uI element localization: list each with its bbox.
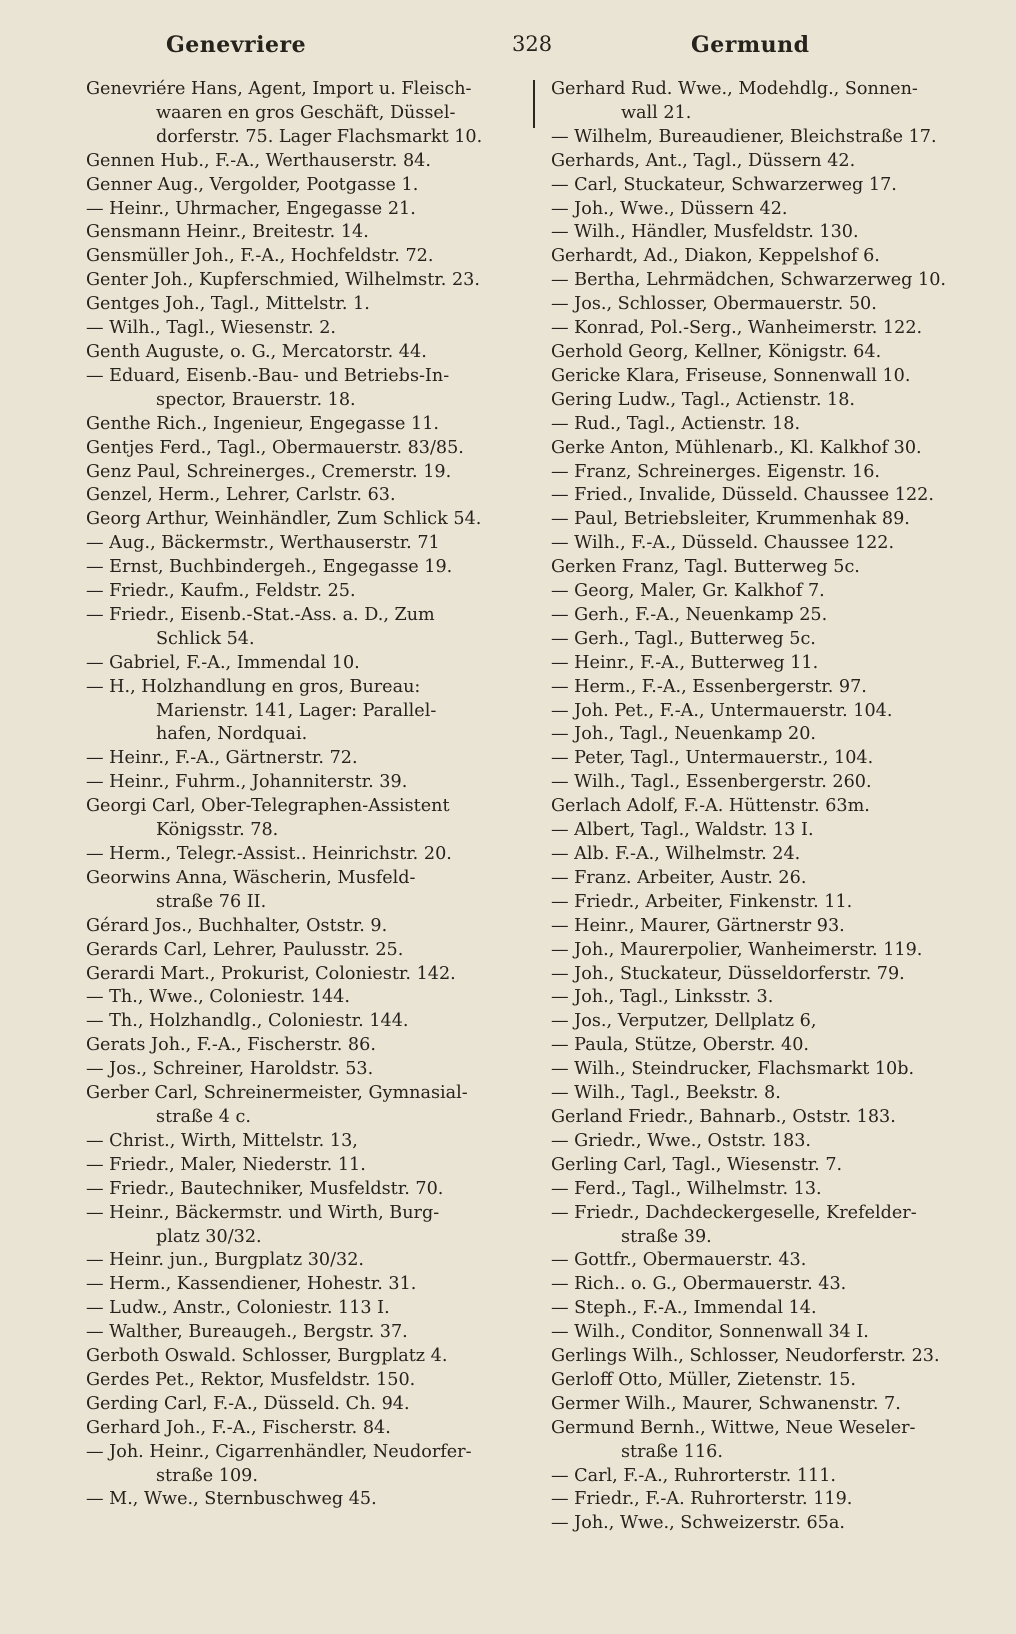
entry-line: — Herm., F.-A., Essenbergerstr. 97. — [551, 676, 867, 697]
directory-entry — [86, 1202, 524, 1250]
directory-entry — [551, 1058, 989, 1082]
entry-line: — Joh. Heinr., Cigarrenhändler, Neudorfer- — [86, 1441, 472, 1462]
directory-entry — [86, 461, 524, 485]
directory-entry — [551, 556, 989, 580]
entry-line: — Christ., Wirth, Mittelstr. 13, — [86, 1130, 358, 1151]
entry-line: spector, Brauerstr. 18. — [156, 389, 356, 410]
directory-entry — [86, 1154, 524, 1178]
entry-line: — Alb. F.-A., Wilhelmstr. 24. — [551, 844, 801, 864]
entry-line: — Rud., Tagl., Actienstr. 18. — [551, 413, 801, 434]
directory-entry — [86, 939, 524, 963]
directory-entry — [551, 126, 989, 150]
entry-line: Georgi Carl, Ober-Telegraphen-Assistent — [86, 796, 450, 817]
directory-entry — [86, 508, 524, 532]
entry-line: — Gottfr., Obermauerstr. 43. — [551, 1250, 807, 1271]
directory-entry — [86, 1321, 524, 1345]
entry-line: Georg Arthur, Weinhändler, Zum Schlick 54. — [86, 509, 482, 530]
entry-line: — M., Wwe., Sternbuschweg 45. — [86, 1489, 377, 1510]
entry-line: — Paula, Stütze, Oberstr. 40. — [551, 1035, 809, 1056]
directory-entry — [551, 1202, 989, 1250]
entry-line: — Th., Wwe., Coloniestr. 144. — [86, 987, 350, 1008]
directory-entry — [86, 580, 524, 604]
entry-line: — Gabriel, F.-A., Immendal 10. — [86, 652, 360, 673]
column-divider — [533, 80, 535, 128]
directory-entry — [551, 437, 989, 461]
directory-entry — [86, 1369, 524, 1393]
entry-line: Genevriére Hans, Agent, Import u. Fleisch- — [86, 79, 472, 99]
entry-line: — Fried., Invalide, Düsseld. Chaussee 122. — [551, 485, 934, 506]
directory-entry — [86, 604, 524, 652]
entry-line: — Heinr. jun., Burgplatz 30/32. — [86, 1250, 364, 1271]
entry-line: — Friedr., Dachdeckergeselle, Krefelder- — [551, 1202, 917, 1223]
directory-entry — [86, 771, 524, 795]
entry-line: Gensmüller Joh., F.-A., Hochfeldstr. 72. — [86, 246, 434, 267]
directory-entry — [551, 867, 989, 891]
directory-entry — [551, 198, 989, 222]
directory-entry — [86, 1297, 524, 1321]
directory-entry — [86, 365, 524, 413]
directory-entry — [551, 150, 989, 174]
directory-entry — [86, 532, 524, 556]
directory-entry — [551, 700, 989, 724]
entry-line: Genthe Rich., Ingenieur, Engegasse 11. — [86, 413, 439, 434]
entry-line: — Carl, Stuckateur, Schwarzerweg 17. — [551, 174, 897, 195]
directory-entry — [551, 604, 989, 628]
entry-line: Gentges Joh., Tagl., Mittelstr. 1. — [86, 294, 370, 315]
directory-entry — [551, 389, 989, 413]
directory-entry — [86, 867, 524, 915]
entry-line: — Ernst, Buchbindergeh., Engegasse 19. — [86, 557, 453, 578]
directory-entry — [86, 293, 524, 317]
entry-line: Gerdes Pet., Rektor, Musfeldstr. 150. — [86, 1369, 416, 1390]
entry-line: — Paul, Betriebsleiter, Krummenhak 89. — [551, 509, 910, 530]
entry-line: Gerhard Joh., F.-A., Fischerstr. 84. — [86, 1417, 391, 1438]
entry-line: — Wilhelm, Bureaudiener, Bleichstraße 17. — [551, 126, 937, 147]
directory-entry — [86, 747, 524, 771]
entry-line: Gerlach Adolf, F.-A. Hüttenstr. 63m. — [551, 796, 870, 817]
entry-line: Schlick 54. — [156, 628, 255, 649]
entry-line: — Th., Holzhandlg., Coloniestr. 144. — [86, 1011, 409, 1032]
entry-line: Königsstr. 78. — [156, 820, 279, 841]
entry-line: — Eduard, Eisenb.-Bau- und Betriebs-In- — [86, 365, 450, 386]
entry-line: Genner Aug., Vergolder, Pootgasse 1. — [86, 174, 419, 195]
entry-line: — Franz. Arbeiter, Austr. 26. — [551, 867, 807, 888]
entry-line: — Joh., Wwe., Schweizerstr. 65a. — [551, 1513, 845, 1534]
directory-entry — [551, 939, 989, 963]
entry-line: — Gerh., Tagl., Butterweg 5c. — [551, 628, 816, 649]
entry-line: Georwins Anna, Wäscherin, Musfeld- — [86, 867, 416, 888]
directory-entry — [86, 269, 524, 293]
directory-entry — [551, 963, 989, 987]
entry-line: — Wilh., Steindrucker, Flachsmarkt 10b. — [551, 1059, 915, 1080]
entry-line: — Heinr., Fuhrm., Johanniterstr. 39. — [86, 772, 408, 793]
page-header — [86, 32, 976, 66]
directory-entry — [86, 78, 524, 150]
entry-line: Gerlings Wilh., Schlosser, Neudorferstr. 23. — [551, 1346, 940, 1367]
entry-line: Genth Auguste, o. G., Mercatorstr. 44. — [86, 341, 427, 362]
header-left-keyword: Genevriere — [166, 32, 307, 58]
directory-entry — [86, 1345, 524, 1369]
entry-line: — Joh., Tagl., Linksstr. 3. — [551, 987, 774, 1008]
directory-entry — [551, 221, 989, 245]
directory-entry — [86, 1010, 524, 1034]
entry-line: Gericke Klara, Friseuse, Sonnenwall 10. — [551, 365, 911, 386]
directory-entry — [551, 1321, 989, 1345]
entry-line: — Steph., F.-A., Immendal 14. — [551, 1298, 817, 1319]
entry-line: — Ludw., Anstr., Coloniestr. 113 I. — [86, 1298, 390, 1319]
directory-entry — [551, 747, 989, 771]
entry-line: Gerats Joh., F.-A., Fischerstr. 86. — [86, 1035, 376, 1056]
directory-entry — [551, 1369, 989, 1393]
directory-entry — [86, 413, 524, 437]
left-column — [86, 78, 524, 1512]
entry-line: — Joh., Stuckateur, Düsseldorferstr. 79. — [551, 963, 905, 984]
entry-line: waaren en gros Geschäft, Düssel- — [156, 102, 456, 123]
directory-entry — [551, 915, 989, 939]
entry-line: — Heinr., Maurer, Gärtnerstr 93. — [551, 915, 845, 936]
directory-entry — [86, 484, 524, 508]
entry-line: — Heinr., Bäckermstr. und Wirth, Burg- — [86, 1202, 440, 1223]
header-right-keyword: Germund — [691, 32, 810, 58]
entry-line: — Wilh., F.-A., Düsseld. Chaussee 122. — [551, 533, 895, 554]
page-number: 328 — [512, 32, 553, 56]
directory-entry — [551, 1034, 989, 1058]
directory-entry — [86, 1130, 524, 1154]
directory-entry — [551, 1154, 989, 1178]
entry-line: — Gerh., F.-A., Neuenkamp 25. — [551, 604, 828, 625]
directory-entry — [551, 317, 989, 341]
entry-line: — Heinr., Uhrmacher, Engegasse 21. — [86, 198, 416, 219]
directory-entry — [86, 915, 524, 939]
directory-entry — [551, 365, 989, 389]
entry-line: straße 116. — [621, 1441, 723, 1462]
directory-entry — [551, 795, 989, 819]
directory-entry — [551, 1297, 989, 1321]
entry-line: — Jos., Schreiner, Haroldstr. 53. — [86, 1059, 374, 1080]
entry-line: — Bertha, Lehrmädchen, Schwarzerweg 10. — [551, 270, 946, 291]
directory-entry — [551, 293, 989, 317]
entry-line: Gensmann Heinr., Breitestr. 14. — [86, 222, 369, 243]
directory-entry — [86, 556, 524, 580]
directory-entry — [551, 174, 989, 198]
entry-line: Gerding Carl, F.-A., Düsseld. Ch. 94. — [86, 1393, 410, 1414]
entry-line: — Konrad, Pol.-Serg., Wanheimerstr. 122. — [551, 318, 923, 339]
directory-entry — [551, 269, 989, 293]
entry-line: Genz Paul, Schreinerges., Cremerstr. 19. — [86, 461, 452, 482]
entry-line: Gentjes Ferd., Tagl., Obermauerstr. 83/85. — [86, 437, 464, 458]
directory-entry — [551, 1417, 989, 1465]
entry-line: Gerards Carl, Lehrer, Paulusstr. 25. — [86, 939, 404, 960]
entry-line: Gerber Carl, Schreinermeister, Gymnasial- — [86, 1083, 468, 1104]
entry-line: Gerhards, Ant., Tagl., Düssern 42. — [551, 150, 856, 171]
entry-line: — Heinr., F.-A., Butterweg 11. — [551, 652, 819, 673]
directory-entry — [86, 1082, 524, 1130]
directory-entry — [551, 1249, 989, 1273]
entry-line: Gerland Friedr., Bahnarb., Oststr. 183. — [551, 1106, 896, 1127]
entry-line: Gerken Franz, Tagl. Butterweg 5c. — [551, 557, 860, 578]
entry-line: Gerardi Mart., Prokurist, Coloniestr. 142. — [86, 963, 456, 984]
directory-entry — [551, 413, 989, 437]
entry-line: Gerhardt, Ad., Diakon, Keppelshof 6. — [551, 246, 880, 267]
entry-line: Gerloff Otto, Müller, Zietenstr. 15. — [551, 1369, 857, 1390]
directory-entry — [86, 341, 524, 365]
directory-entry — [86, 1249, 524, 1273]
entry-line: — Rich.. o. G., Obermauerstr. 43. — [551, 1274, 847, 1295]
entry-line: — Friedr., Kaufm., Feldstr. 25. — [86, 581, 356, 602]
entry-line: — Albert, Tagl., Waldstr. 13 I. — [551, 820, 814, 841]
directory-entry — [551, 78, 989, 126]
directory-entry — [551, 245, 989, 269]
entry-line: Gering Ludw., Tagl., Actienstr. 18. — [551, 389, 855, 410]
directory-entry — [551, 819, 989, 843]
entry-line: — Joh., Tagl., Neuenkamp 20. — [551, 724, 817, 745]
entry-line: — Joh., Wwe., Düssern 42. — [551, 198, 788, 219]
entry-line: straße 109. — [156, 1465, 258, 1486]
directory-entry — [86, 1273, 524, 1297]
entry-line: — Jos., Schlosser, Obermauerstr. 50. — [551, 294, 877, 315]
directory-entry — [86, 1441, 524, 1489]
entry-line: — Wilh., Tagl., Wiesenstr. 2. — [86, 318, 336, 339]
entry-line: — Herm., Kassendiener, Hohestr. 31. — [86, 1274, 417, 1295]
directory-entry — [86, 1488, 524, 1512]
entry-line: — Friedr., F.-A. Ruhrorterstr. 119. — [551, 1489, 853, 1510]
directory-entry — [551, 891, 989, 915]
directory-entry — [86, 150, 524, 174]
entry-line: Genzel, Herm., Lehrer, Carlstr. 63. — [86, 485, 396, 506]
directory-entry — [551, 1488, 989, 1512]
entry-line: — Ferd., Tagl., Wilhelmstr. 13. — [551, 1178, 822, 1199]
entry-line: dorferstr. 75. Lager Flachsmarkt 10. — [156, 126, 483, 147]
entry-line: straße 39. — [621, 1226, 712, 1247]
directory-entry — [86, 652, 524, 676]
entry-line: Gerhard Rud. Wwe., Modehdlg., Sonnen- — [551, 79, 918, 99]
directory-entry — [86, 317, 524, 341]
entry-line: — Aug., Bäckermstr., Werthauserstr. 71 — [86, 533, 440, 554]
entry-line: — Wilh., Händler, Musfeldstr. 130. — [551, 222, 859, 243]
entry-line: — Franz, Schreinerges. Eigenstr. 16. — [551, 461, 881, 482]
directory-entry — [551, 1465, 989, 1489]
directory-entry — [551, 1345, 989, 1369]
entry-line: hafen, Nordquai. — [156, 724, 308, 745]
directory-entry — [551, 1393, 989, 1417]
entry-line: — Heinr., F.-A., Gärtnerstr. 72. — [86, 748, 358, 769]
directory-entry — [86, 676, 524, 748]
directory-entry — [86, 843, 524, 867]
entry-line: — H., Holzhandlung en gros, Bureau: — [86, 676, 421, 697]
directory-entry — [551, 1273, 989, 1297]
entry-line: — Joh., Maurerpolier, Wanheimerstr. 119. — [551, 939, 923, 960]
directory-entry — [86, 1393, 524, 1417]
entry-line: — Wilh., Tagl., Beekstr. 8. — [551, 1083, 781, 1104]
directory-entry — [551, 986, 989, 1010]
entry-line: — Wilh., Conditor, Sonnenwall 34 I. — [551, 1322, 869, 1343]
directory-entry — [86, 1178, 524, 1202]
directory-entry — [551, 580, 989, 604]
entry-line: Gerling Carl, Tagl., Wiesenstr. 7. — [551, 1154, 843, 1175]
entry-line: Genter Joh., Kupferschmied, Wilhelmstr. 23. — [86, 270, 480, 291]
right-column — [551, 78, 989, 1536]
entry-line: straße 4 c. — [156, 1106, 251, 1127]
entry-line: — Jos., Verputzer, Dellplatz 6, — [551, 1011, 817, 1032]
directory-entry — [86, 1417, 524, 1441]
entry-line: wall 21. — [621, 102, 692, 123]
directory-entry — [86, 245, 524, 269]
directory-entry — [551, 1130, 989, 1154]
entry-line: — Friedr., Arbeiter, Finkenstr. 11. — [551, 891, 853, 912]
entry-line: Germer Wilh., Maurer, Schwanenstr. 7. — [551, 1393, 901, 1414]
directory-entry — [551, 652, 989, 676]
entry-line: — Walther, Bureaugeh., Bergstr. 37. — [86, 1322, 408, 1343]
directory-entry — [551, 1512, 989, 1536]
directory-entry — [551, 843, 989, 867]
directory-entry — [86, 198, 524, 222]
directory-entry — [551, 676, 989, 700]
directory-entry — [551, 532, 989, 556]
directory-entry — [551, 1010, 989, 1034]
entry-line: — Wilh., Tagl., Essenbergerstr. 260. — [551, 772, 872, 793]
entry-line: — Friedr., Eisenb.-Stat.-Ass. a. D., Zum — [86, 604, 435, 625]
directory-entry — [86, 174, 524, 198]
directory-entry — [551, 508, 989, 532]
entry-line: Gerke Anton, Mühlenarb., Kl. Kalkhof 30. — [551, 437, 922, 458]
entry-line: — Herm., Telegr.-Assist.. Heinrichstr. 20. — [86, 844, 452, 864]
directory-entry — [551, 1106, 989, 1130]
directory-entry — [551, 461, 989, 485]
directory-entry — [551, 1178, 989, 1202]
directory-entry — [86, 1034, 524, 1058]
directory-entry — [551, 771, 989, 795]
directory-entry — [551, 628, 989, 652]
directory-entry — [86, 1058, 524, 1082]
entry-line: straße 76 II. — [156, 891, 267, 912]
entry-line: — Peter, Tagl., Untermauerstr., 104. — [551, 748, 874, 769]
directory-entry — [86, 963, 524, 987]
entry-line: Marienstr. 141, Lager: Parallel- — [156, 700, 437, 721]
entry-line: — Friedr., Bautechniker, Musfeldstr. 70. — [86, 1178, 444, 1199]
entry-line: Gérard Jos., Buchhalter, Oststr. 9. — [86, 915, 388, 936]
entry-line: Gerboth Oswald. Schlosser, Burgplatz 4. — [86, 1346, 448, 1367]
entry-line: Gennen Hub., F.-A., Werthauserstr. 84. — [86, 150, 431, 171]
entry-line: platz 30/32. — [156, 1226, 262, 1247]
directory-entry — [551, 341, 989, 365]
entry-line: — Joh. Pet., F.-A., Untermauerstr. 104. — [551, 700, 893, 721]
directory-entry — [551, 723, 989, 747]
directory-entry — [86, 986, 524, 1010]
directory-entry — [551, 484, 989, 508]
entry-line: — Carl, F.-A., Ruhrorterstr. 111. — [551, 1465, 836, 1486]
entry-line: — Griedr., Wwe., Oststr. 183. — [551, 1130, 811, 1151]
directory-entry — [86, 437, 524, 461]
directory-entry — [551, 1082, 989, 1106]
entry-line: Gerhold Georg, Kellner, Königstr. 64. — [551, 341, 882, 362]
entry-line: — Georg, Maler, Gr. Kalkhof 7. — [551, 581, 825, 602]
entry-line: Germund Bernh., Wittwe, Neue Weseler- — [551, 1417, 916, 1438]
directory-entry — [86, 221, 524, 245]
directory-entry — [86, 795, 524, 843]
entry-line: — Friedr., Maler, Niederstr. 11. — [86, 1154, 366, 1175]
